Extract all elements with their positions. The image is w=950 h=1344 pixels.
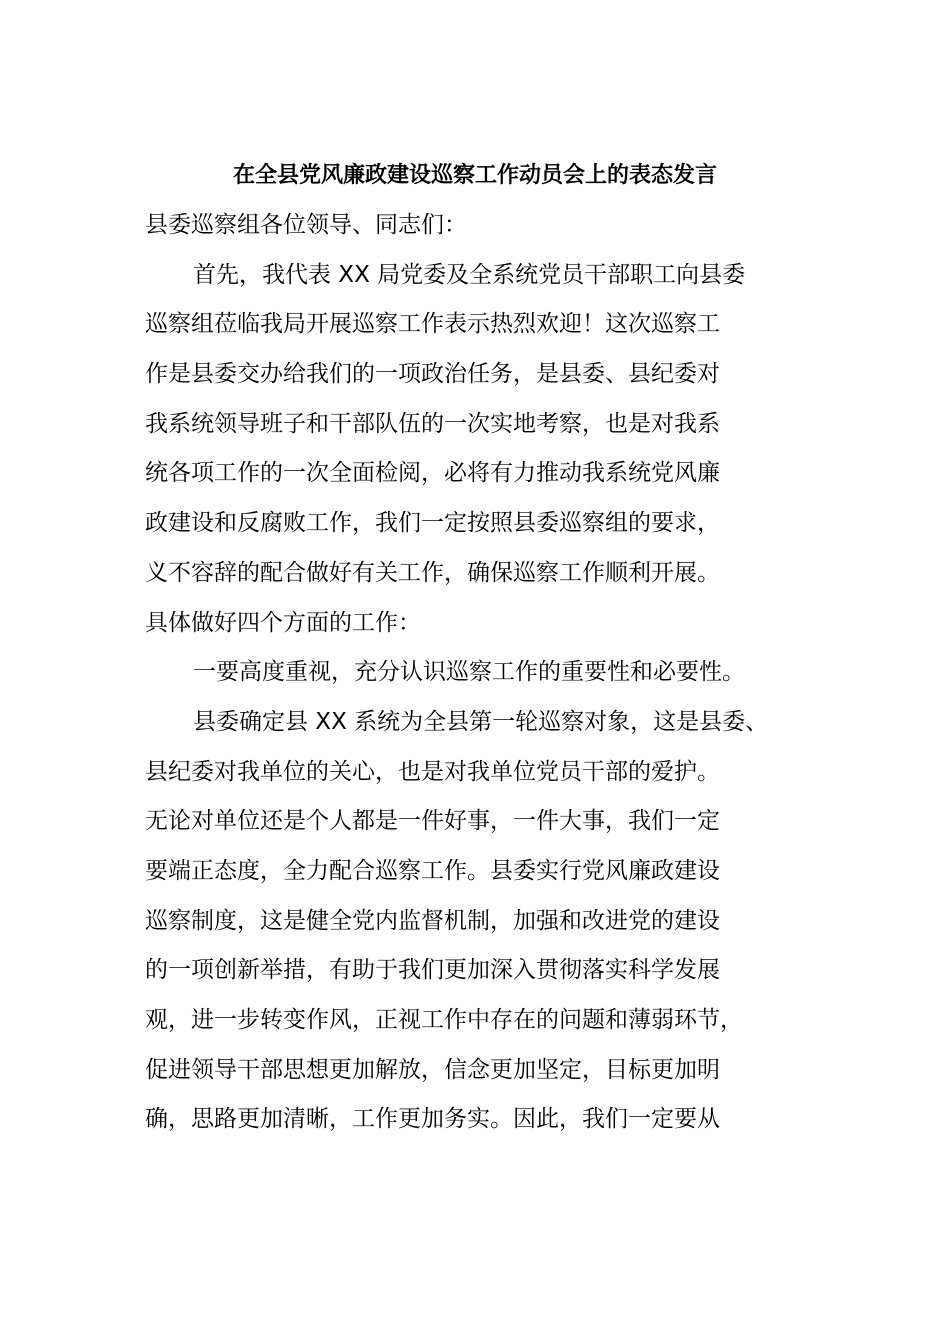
paragraph-line: 无论对单位还是个人都是一件好事，一件大事，我们一定	[145, 808, 720, 835]
paragraph-line: 巡察组莅临我局开展巡察工作表示热烈欢迎！这次巡察工	[145, 311, 720, 338]
paragraph-line: 政建设和反腐败工作，我们一定按照县委巡察组的要求，	[145, 510, 720, 537]
paragraph-line: 县委确定县 XX 系统为全县第一轮巡察对象，这是县委、	[193, 708, 769, 735]
paragraph-line: 县纪委对我单位的关心，也是对我单位党员干部的爱护。	[145, 758, 720, 785]
paragraph-line: 作是县委交办给我们的一项政治任务，是县委、县纪委对	[145, 361, 720, 388]
section-heading-line: 一要高度重视，充分认识巡察工作的重要性和必要性。	[193, 659, 745, 686]
paragraph-line: 要端正态度，全力配合巡察工作。县委实行党风廉政建设	[145, 857, 720, 884]
paragraph-line: 确，思路更加清晰，工作更加务实。因此，我们一定要从	[145, 1106, 720, 1133]
paragraph-line: 巡察制度，这是健全党内监督机制，加强和改进党的建设	[145, 907, 720, 934]
salutation-line: 县委巡察组各位领导、同志们：	[145, 212, 467, 238]
paragraph-line: 促进领导干部思想更加解放，信念更加坚定，目标更加明	[145, 1056, 720, 1083]
paragraph-line: 具体做好四个方面的工作：	[145, 609, 421, 636]
paragraph-line: 我系统领导班子和干部队伍的一次实地考察，也是对我系	[145, 410, 720, 437]
document-title: 在全县党风廉政建设巡察工作动员会上的表态发言	[232, 163, 717, 188]
paragraph-line: 统各项工作的一次全面检阅，必将有力推动我系统党风廉	[145, 460, 720, 487]
paragraph-line: 首先，我代表 XX 局党委及全系统党员干部职工向县委	[193, 261, 746, 288]
paragraph-line: 的一项创新举措，有助于我们更加深入贯彻落实科学发展	[145, 957, 720, 984]
paragraph-line: 观，进一步转变作风，正视工作中存在的问题和薄弱环节，	[145, 1007, 743, 1033]
paragraph-line: 义不容辞的配合做好有关工作，确保巡察工作顺利开展。	[145, 559, 720, 586]
document-body	[145, 201, 825, 1145]
